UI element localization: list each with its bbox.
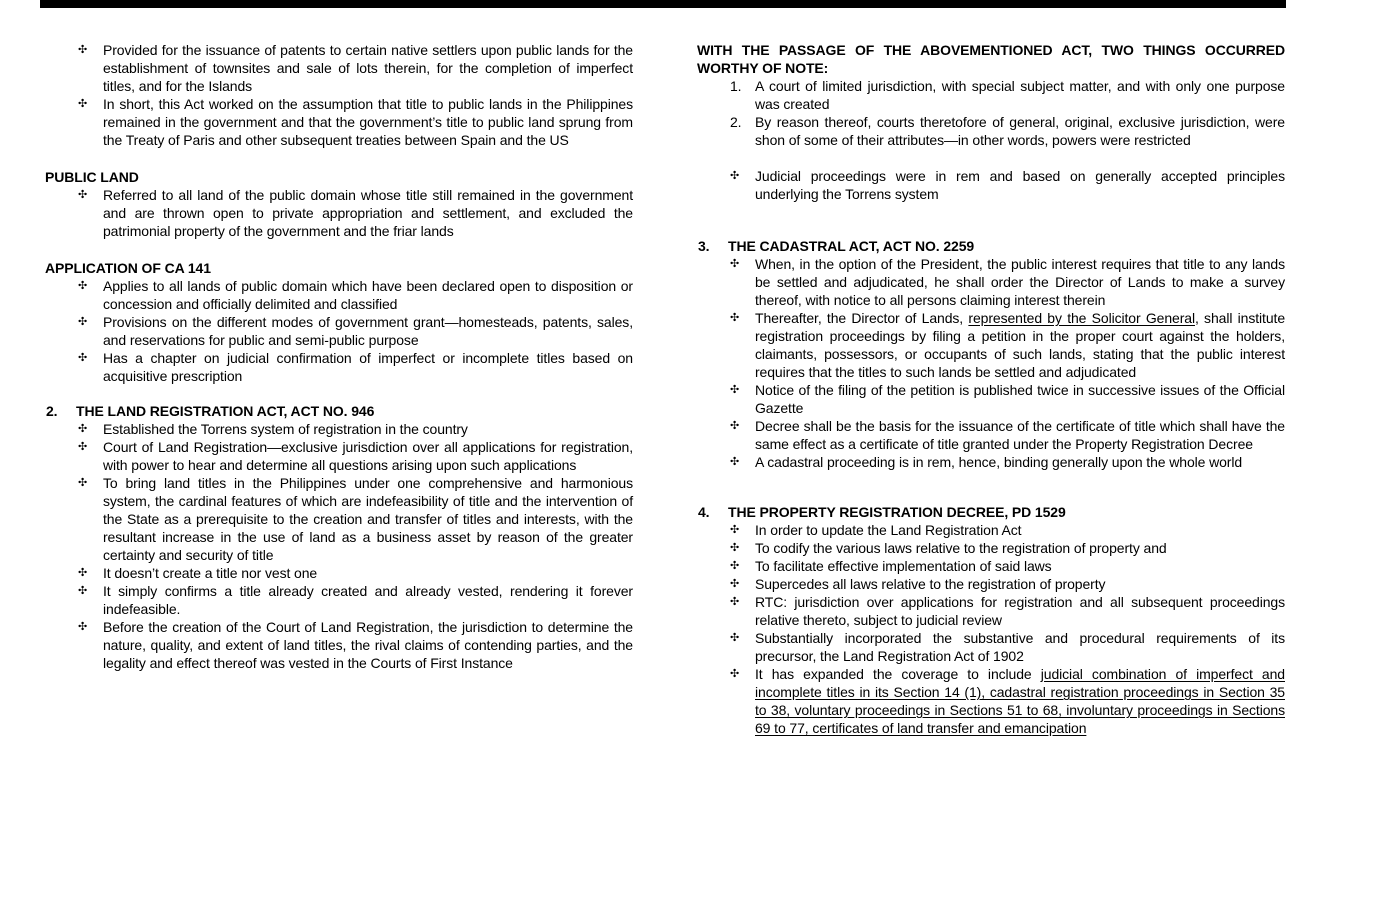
bullet-text [755, 309, 1285, 381]
bullet-list [697, 521, 1285, 737]
flower-bullet-icon: ✣ [78, 441, 88, 453]
text-run: Referred to all land of the public domain whose title still remained in the government and are thrown open to private appropriation and settlement, and excluded the patrimonial property of the government and the friar lands [103, 187, 633, 239]
bullet-text [103, 349, 633, 385]
heading-number: 4. [698, 504, 710, 520]
bullet-item [697, 453, 1285, 471]
bullet-text [755, 665, 1285, 737]
text-run: Established the Torrens system of registration in the country [103, 421, 468, 437]
text-run: Thereafter, the Director of Lands, [755, 310, 969, 326]
section-heading: PUBLIC LAND [45, 169, 139, 185]
flower-bullet-icon: ✣ [78, 567, 88, 579]
text-run: To codify the various laws relative to the registration of property and [755, 540, 1167, 556]
bullet-item [45, 618, 633, 672]
flower-bullet-icon: ✣ [730, 560, 740, 572]
text-run: It simply confirms a title already created and already vested, rendering it forever indefeasible. [103, 583, 633, 617]
heading-text: THE LAND REGISTRATION ACT, ACT NO. 946 [76, 403, 375, 419]
flower-bullet-icon: ✣ [78, 621, 88, 633]
text-run: A court of limited jurisdiction, with special subject matter, and with only one purpose was created [755, 78, 1285, 112]
bullet-item [697, 309, 1285, 381]
text-run: Notice of the filing of the petition is published twice in successive issues of the Official Gazette [755, 382, 1285, 416]
text-run: Before the creation of the Court of Land Registration, the jurisdiction to determine the nature, quality, and extent of land titles, the rival claims of contending parties, and the legality and effect thereof was vested in the Courts of First Instance [103, 619, 633, 671]
text-run: , shall institute registration proceedings by filing a petition in the proper court against the holders, claimants, possessors, or occupants of such lands, stating that the public interest requires that the titles to such lands be settled and adjudicated [755, 310, 1285, 380]
heading-text: THE PROPERTY REGISTRATION DECREE, PD 1529 [728, 504, 1066, 520]
bullet-item [697, 593, 1285, 629]
bullet-text [103, 582, 633, 618]
underlined-text-run: represented by the Solicitor General [968, 310, 1195, 326]
numbered-heading [697, 503, 1285, 521]
text-run: In short, this Act worked on the assumption that title to public lands in the Philippines remained in the government and that the government’s title to public land sprung from the Treaty of Paris and other subsequent treaties between Spain and the US [103, 96, 633, 148]
flower-bullet-icon: ✣ [78, 44, 88, 56]
text-run: It has expanded the coverage to include [755, 666, 1041, 682]
flower-bullet-icon: ✣ [730, 578, 740, 590]
bullet-item [697, 665, 1285, 737]
flower-bullet-icon: ✣ [78, 189, 88, 201]
bullet-item [45, 474, 633, 564]
flower-bullet-icon: ✣ [730, 384, 740, 396]
bullet-text [755, 381, 1285, 417]
bullet-text [103, 618, 633, 672]
bullet-item [697, 539, 1285, 557]
bullet-item [697, 167, 1285, 203]
bullet-text [103, 277, 633, 313]
bullet-item [45, 277, 633, 313]
bullet-text [103, 186, 633, 240]
bullet-item [45, 438, 633, 474]
text-run: It doesn’t create a title nor vest one [103, 565, 318, 581]
bullet-list [45, 420, 633, 672]
underlined-text-run: judicial combination of imperfect and incomplete titles in its Section 14 (1), cadastral registration proceedings in Section 35 to 38, voluntary proceedings in Sections 51 to 68, involuntary proceedings in Sections 69 to 77, certificates of land transfer and emancipation [755, 666, 1285, 736]
text-run: RTC: jurisdiction over applications for registration and all subsequent proceedings relative thereto, subject to judicial review [755, 594, 1285, 628]
bullet-text [755, 255, 1285, 309]
bullet-list [45, 277, 633, 385]
bullet-list [45, 41, 633, 149]
flower-bullet-icon: ✣ [78, 477, 88, 489]
bullet-item [45, 582, 633, 618]
heading-text: THE CADASTRAL ACT, ACT NO. 2259 [728, 238, 975, 254]
flower-bullet-icon: ✣ [730, 456, 740, 468]
text-run: Decree shall be the basis for the issuance of the certificate of title which shall have the same effect as a certificate of title granted under the Property Registration Decree [755, 418, 1285, 452]
text-run: Has a chapter on judicial confirmation of imperfect or incomplete titles based on acquisitive prescription [103, 350, 633, 384]
bullet-text [103, 313, 633, 349]
text-run: Court of Land Registration—exclusive jurisdiction over all applications for registration, with power to hear and determine all questions arising upon such applications [103, 439, 633, 473]
numbered-item [697, 77, 1285, 113]
bullet-list [45, 186, 633, 240]
bullet-item [45, 349, 633, 385]
flower-bullet-icon: ✣ [78, 352, 88, 364]
bullet-item [697, 417, 1285, 453]
flower-bullet-icon: ✣ [730, 170, 740, 182]
bullet-item [697, 521, 1285, 539]
bullet-text [755, 593, 1285, 629]
bullet-text [755, 453, 1285, 471]
bullet-item [697, 629, 1285, 665]
bullet-text [755, 575, 1285, 593]
bullet-list [697, 167, 1285, 203]
bullet-text [103, 564, 633, 582]
right-column [697, 41, 1285, 737]
text-run: A cadastral proceeding is in rem, hence, binding generally upon the whole world [755, 454, 1243, 470]
flower-bullet-icon: ✣ [78, 98, 88, 110]
text-run: To bring land titles in the Philippines under one comprehensive and harmonious system, the cardinal features of which are indefeasibility of title and the intervention of the State as a prerequisite to the creation and transfer of titles and interests, with the resultant increase in the use of land as a business asset by reason of the greater certainty and security of title [103, 475, 633, 563]
numbered-heading [45, 402, 633, 420]
flower-bullet-icon: ✣ [78, 585, 88, 597]
flower-bullet-icon: ✣ [78, 280, 88, 292]
left-column [45, 41, 633, 737]
bullet-item [45, 313, 633, 349]
flower-bullet-icon: ✣ [730, 420, 740, 432]
text-run: When, in the option of the President, the public interest requires that title to any lands be settled and adjudicated, he shall order the Director of Lands to make a survey thereof, with notice to all persons claiming interest therein [755, 256, 1285, 308]
bullet-item [697, 575, 1285, 593]
flower-bullet-icon: ✣ [78, 423, 88, 435]
bullet-item [45, 420, 633, 438]
bullet-text [103, 95, 633, 149]
bullet-item [45, 564, 633, 582]
text-run: Supercedes all laws relative to the registration of property [755, 576, 1106, 592]
text-run: To facilitate effective implementation of said laws [755, 558, 1052, 574]
list-text [755, 77, 1285, 113]
bullet-item [45, 95, 633, 149]
bullet-text [755, 521, 1285, 539]
bullet-item [45, 186, 633, 240]
numbered-item [697, 113, 1285, 149]
flower-bullet-icon: ✣ [78, 316, 88, 328]
bullet-list [697, 255, 1285, 471]
bullet-text [755, 417, 1285, 453]
list-number: 1. [730, 78, 742, 94]
text-run: Provisions on the different modes of government grant—homesteads, patents, sales, and reservations for public and semi-public purpose [103, 314, 633, 348]
flower-bullet-icon: ✣ [730, 542, 740, 554]
top-rule [40, 0, 1286, 8]
flower-bullet-icon: ✣ [730, 524, 740, 536]
text-run: Substantially incorporated the substantive and procedural requirements of its precursor, the Land Registration Act of 1902 [755, 630, 1285, 664]
flower-bullet-icon: ✣ [730, 258, 740, 270]
bullet-item [697, 381, 1285, 417]
numbered-heading [697, 237, 1285, 255]
bullet-item [697, 557, 1285, 575]
flower-bullet-icon: ✣ [730, 312, 740, 324]
text-run: Judicial proceedings were in rem and based on generally accepted principles underlying the Torrens system [755, 168, 1285, 202]
text-run: In order to update the Land Registration Act [755, 522, 1022, 538]
bullet-text [755, 539, 1285, 557]
bullet-text [103, 438, 633, 474]
list-number: 2. [730, 114, 742, 130]
flower-bullet-icon: ✣ [730, 668, 740, 680]
flower-bullet-icon: ✣ [730, 596, 740, 608]
list-text [755, 113, 1285, 149]
bullet-text [755, 167, 1285, 203]
bullet-text [103, 41, 633, 95]
bullet-text [755, 629, 1285, 665]
text-run: Provided for the issuance of patents to certain native settlers upon public lands for the establishment of townsites and sale of lots therein, for the completion of imperfect titles, and for the Islands [103, 42, 633, 94]
bullet-text [755, 557, 1285, 575]
text-run: By reason thereof, courts theretofore of general, original, exclusive jurisdiction, were shon of some of their attributes—in other words, powers were restricted [755, 114, 1285, 148]
heading-number: 2. [46, 403, 58, 419]
section-heading: WITH THE PASSAGE OF THE ABOVEMENTIONED ACT, TWO THINGS OCCURRED WORTHY OF NOTE: [697, 42, 1285, 76]
bullet-item [697, 255, 1285, 309]
bullet-item [45, 41, 633, 95]
bullet-text [103, 420, 633, 438]
flower-bullet-icon: ✣ [730, 632, 740, 644]
heading-number: 3. [698, 238, 710, 254]
bullet-text [103, 474, 633, 564]
text-run: Applies to all lands of public domain which have been declared open to disposition or concession and officially delimited and classified [103, 278, 633, 312]
numbered-list [697, 77, 1285, 149]
section-heading: APPLICATION OF CA 141 [45, 260, 211, 276]
two-column-layout [45, 41, 1285, 737]
